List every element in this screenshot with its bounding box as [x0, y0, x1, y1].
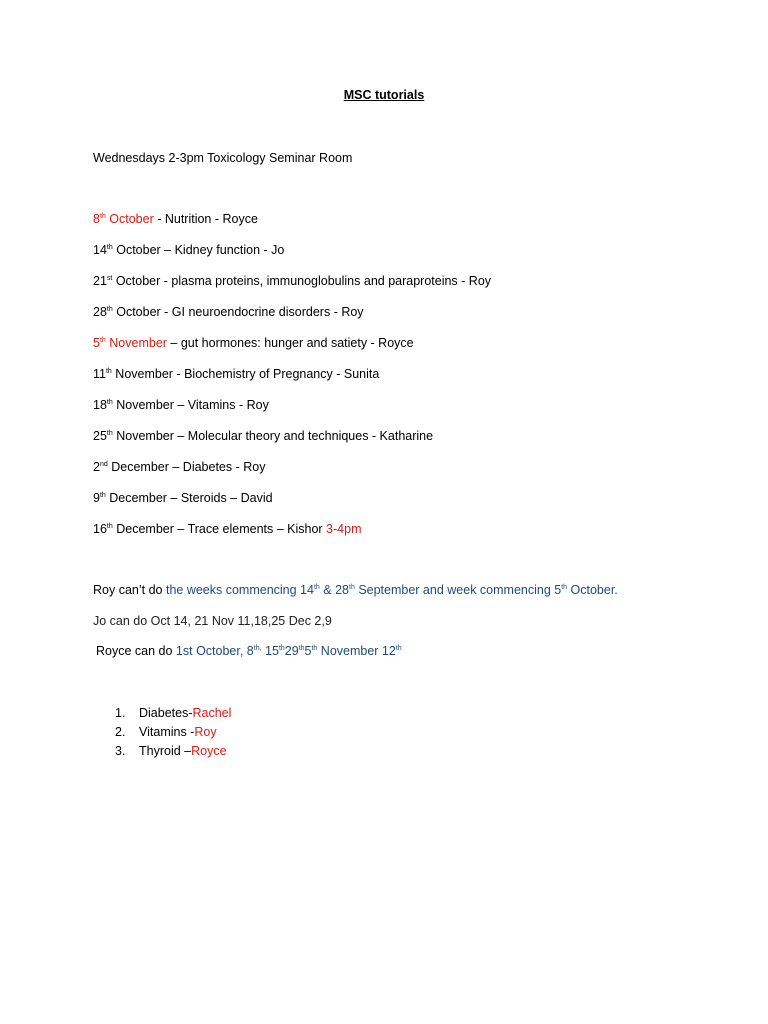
schedule-line-4: 28th October - GI neuroendocrine disorders - Roy — [93, 305, 364, 319]
schedule-line-2: 14th October – Kidney function - Jo — [93, 243, 285, 257]
intro-line: Wednesdays 2-3pm Toxicology Seminar Room — [93, 151, 353, 165]
list-item: 3. Thyroid – Royce — [115, 744, 227, 758]
schedule-line-6: 11th November - Biochemistry of Pregnancy - Sunita — [93, 367, 380, 381]
jo-availability-note: Jo can do Oct 14, 21 Nov 11,18,25 Dec 2,9 — [93, 614, 332, 628]
time-highlight: 3-4pm — [326, 522, 362, 536]
schedule-line-5: 5th November – gut hormones: hunger and satiety - Royce — [93, 336, 414, 350]
list-item: 2. Vitamins - Roy — [115, 725, 217, 739]
schedule-line-11: 16th December – Trace elements – Kishor 3-4pm — [93, 522, 362, 536]
list-item: 1. Diabetes- Rachel — [115, 706, 232, 720]
schedule-line-1: 8th October - Nutrition - Royce — [93, 212, 258, 226]
schedule-line-7: 18th November – Vitamins - Roy — [93, 398, 269, 412]
schedule-line-8: 25th November – Molecular theory and techniques - Katharine — [93, 429, 434, 443]
assignment-list — [115, 704, 231, 761]
page-title: MSC tutorials — [343, 88, 425, 102]
schedule-line-10: 9th December – Steroids – David — [93, 491, 273, 505]
schedule-line-9: 2nd December – Diabetes - Roy — [93, 460, 266, 474]
schedule-line-3: 21st October - plasma proteins, immunoglobulins and paraproteins - Roy — [93, 274, 492, 288]
roy-availability-note: Roy can’t do the weeks commencing 14th & 28th September and week commencing 5th October. — [93, 583, 618, 597]
royce-availability-note: Royce can do 1st October, $8^{th,}$ 15th29th5th November 12th — [96, 644, 402, 658]
